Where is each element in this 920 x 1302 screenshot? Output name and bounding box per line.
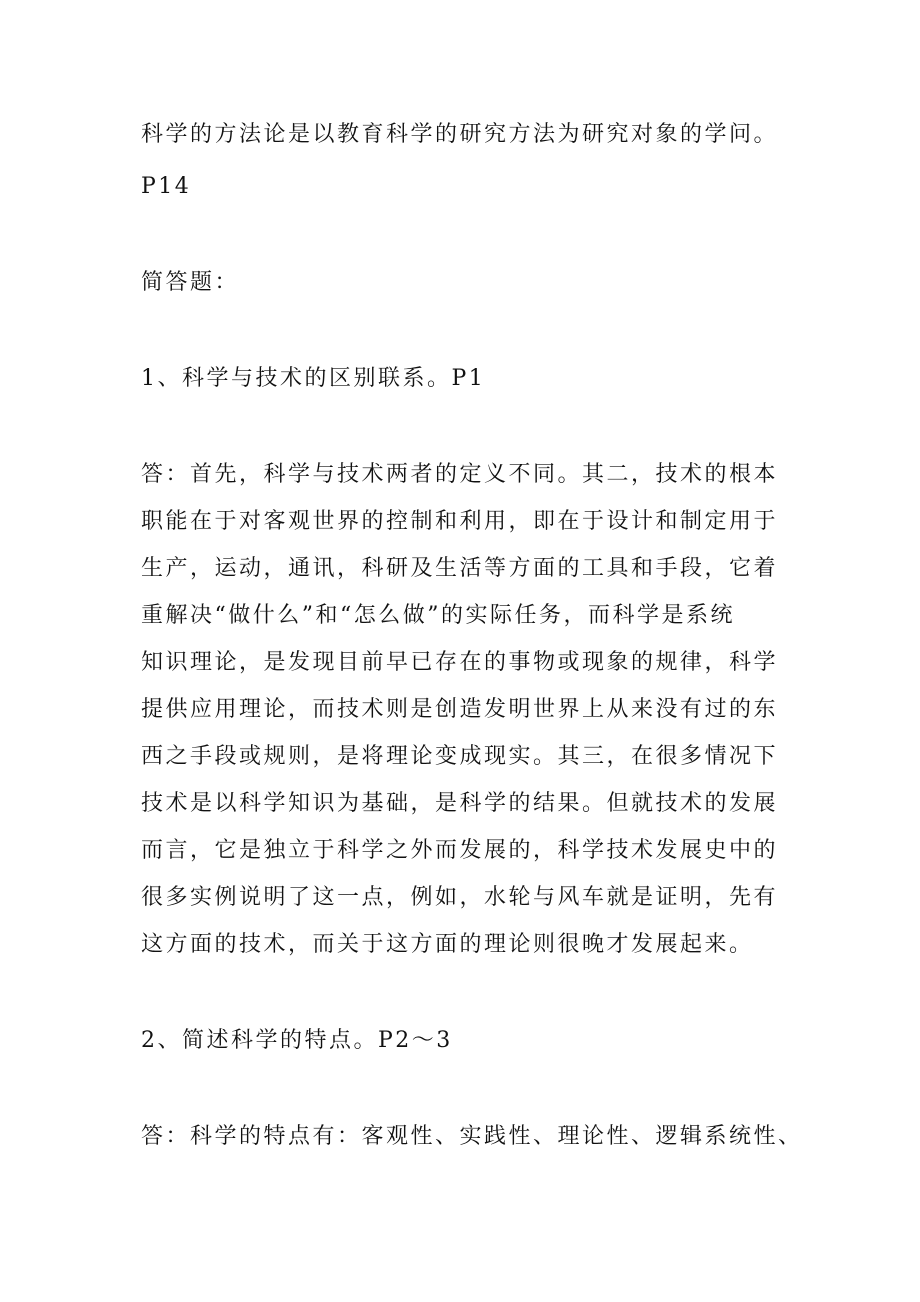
answer-1-line: 提供应用理论，而技术则是创造发明世界上从来没有过的东 — [141, 697, 779, 722]
question-2: 2、简述科学的特点。P2～3 — [141, 1028, 453, 1053]
section-title: 简答题： — [141, 270, 240, 295]
answer-1-line: 西之手段或规则，是将理论变成现实。其三，在很多情况下 — [141, 744, 779, 769]
answer-1-line: 生产，运动，通讯，科研及生活等方面的工具和手段，它着 — [141, 556, 779, 581]
answer-1-line: 答：首先，科学与技术两者的定义不同。其二，技术的根本 — [141, 462, 779, 487]
answer-1-line: 而言，它是独立于科学之外而发展的，科学技术发展史中的 — [141, 838, 779, 863]
answer-1-line: 职能在于对客观世界的控制和利用，即在于设计和制定用于 — [141, 509, 779, 534]
answer-1-line: 重解决“做什么”和“怎么做”的实际任务，而科学是系统 — [141, 603, 735, 628]
answer-1-line: 知识理论，是发现目前早已存在的事物或现象的规律，科学 — [141, 650, 779, 675]
answer-1-line: 这方面的技术，而关于这方面的理论则很晚才发展起来。 — [141, 932, 754, 957]
question-1: 1、科学与技术的区别联系。P1 — [141, 366, 486, 391]
intro-line-2: P14 — [141, 174, 192, 199]
answer-2-line: 答：科学的特点有：客观性、实践性、理论性、逻辑系统性、 — [141, 1124, 803, 1149]
answer-1-line: 很多实例说明了这一点，例如，水轮与风车就是证明，先有 — [141, 885, 779, 910]
answer-1-line: 技术是以科学知识为基础，是科学的结果。但就技术的发展 — [141, 791, 779, 816]
intro-line-1: 科学的方法论是以教育科学的研究方法为研究对象的学问。 — [141, 122, 779, 147]
